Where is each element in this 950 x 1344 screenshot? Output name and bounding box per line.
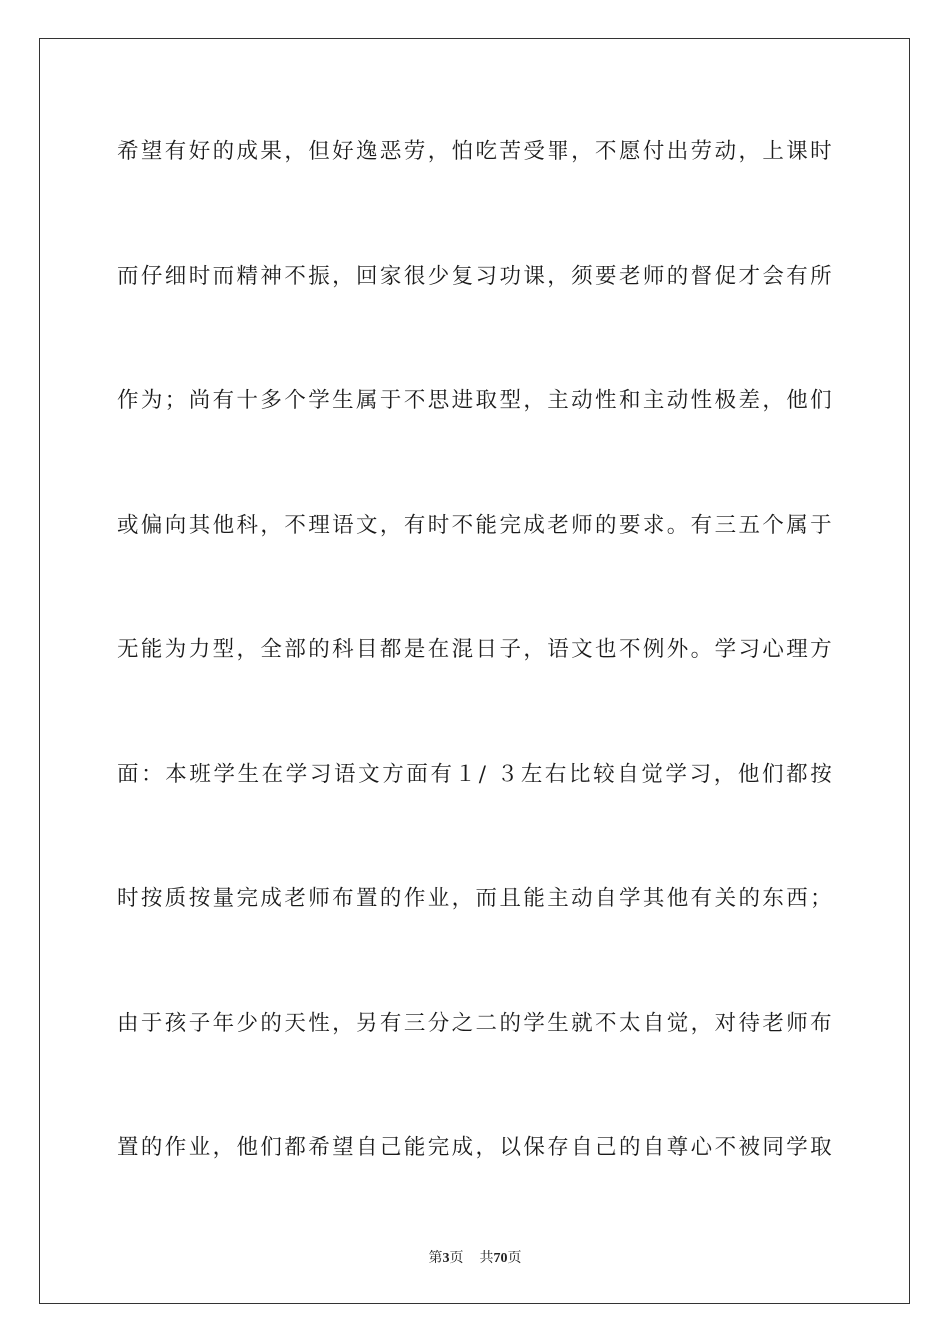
body-line-1: 希望有好的成果，但好逸恶劳，怕吃苦受罪，不愿付出劳动，上课时 [117,139,833,164]
total-suffix: 页 [507,1250,522,1266]
body-line-7: 时按质按量完成老师布置的作业，而且能主动自学其他有关的东西； [117,886,833,911]
body-line-4: 或偏向其他科，不理语文，有时不能完成老师的要求。有三五个属于 [117,512,833,538]
document-body [117,128,833,1249]
body-line-5: 无能为力型，全部的科目都是在混日子，语文也不例外。学习心理方 [117,637,833,662]
page-number: 3 [442,1251,450,1266]
page-prefix: 第 [428,1250,443,1266]
body-line-3: 作为；尚有十多个学生属于不思进取型，主动性和主动性极差，他们 [117,388,833,413]
total-pages: 70 [493,1251,508,1266]
body-line-6: 面：本班学生在学习语文方面有１/ ３左右比较自觉学习，他们都按 [117,761,833,787]
body-line-8: 由于孩子年少的天性，另有三分之二的学生就不太自觉，对待老师布 [117,1010,833,1036]
page-footer [0,1248,950,1269]
total-prefix: 共 [479,1250,494,1266]
body-line-9: 置的作业，他们都希望自己能完成，以保存自己的自尊心不被同学取 [117,1135,833,1160]
body-line-2: 而仔细时而精神不振，回家很少复习功课，须要老师的督促才会有所 [117,263,833,289]
page-suffix: 页 [449,1250,464,1266]
